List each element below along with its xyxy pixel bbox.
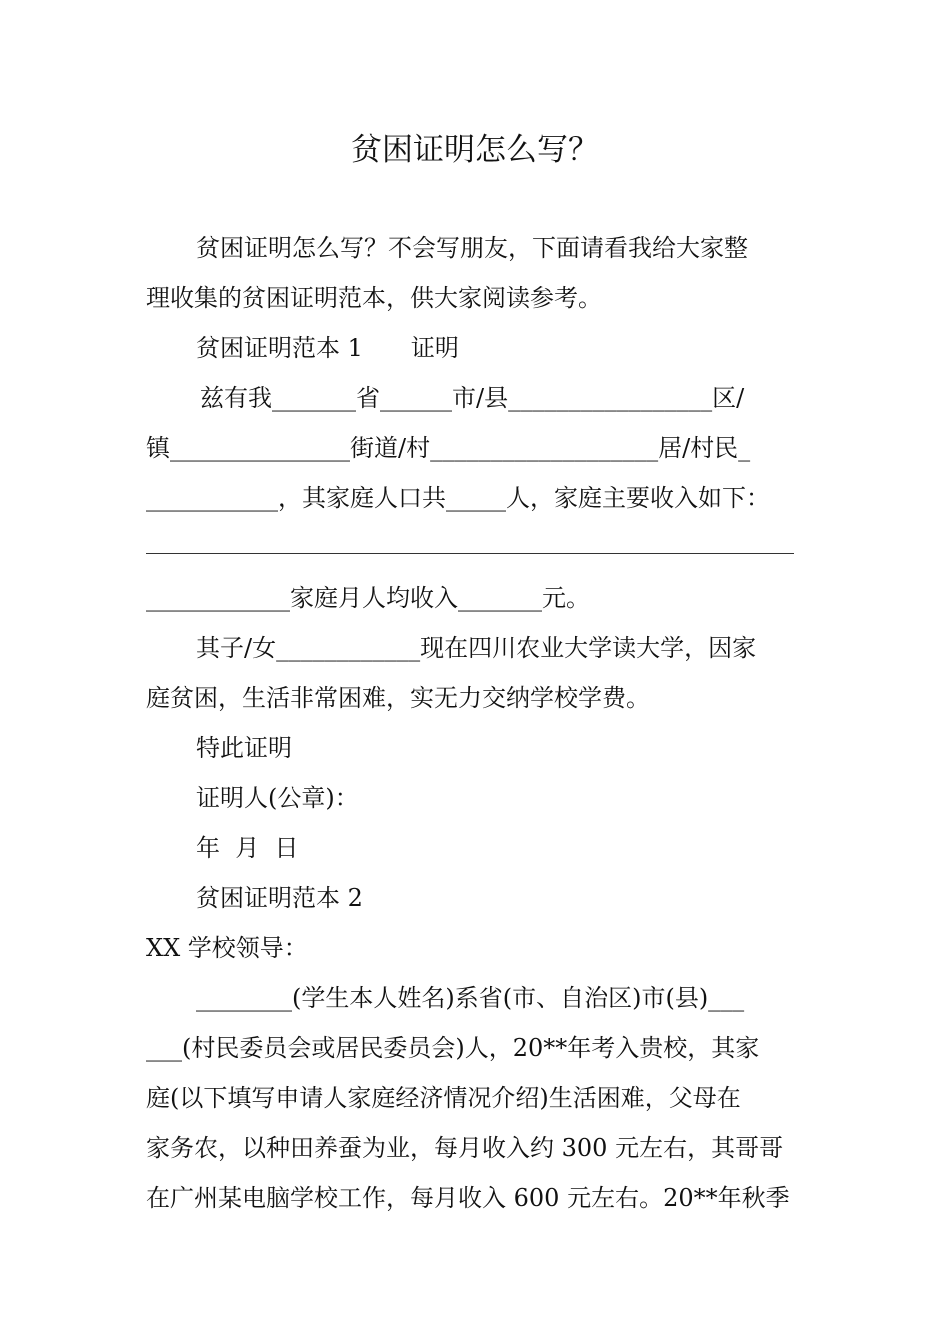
sample1-certifier: 证明人(公章)： [196, 784, 359, 812]
sample2-body-line-3: 庭(以下填写申请人家庭经济情况介绍)生活困难，父母在 [146, 1084, 741, 1112]
intro-line-2: 理收集的贫困证明范本，供大家阅读参考。 [146, 284, 602, 312]
intro-line-1: 贫困证明怎么写？不会写朋友，下面请看我给大家整 [196, 234, 748, 262]
sample2-body-line-2: ___(村民委员会或居民委员会)人，20**年考入贵校，其家 [146, 1034, 760, 1062]
sample2-body-line-1: ________(学生本人姓名)系省(市、自治区)市(县)___ [196, 984, 745, 1012]
sample1-heading-row [196, 332, 459, 364]
sample1-date: 年 月 日 [196, 834, 299, 862]
sample1-line-5: ____________家庭月人均收入_______元。 [146, 584, 590, 612]
blank-rule [146, 553, 794, 554]
sample2-heading: 贫困证明范本 2 [196, 884, 363, 912]
sample2-body-line-4: 家务农，以种田养蚕为业，每月收入约 300 元左右，其哥哥 [146, 1134, 784, 1162]
sample1-closing: 特此证明 [196, 734, 292, 762]
sample1-line-3: ___________，其家庭人口共_____人，家庭主要收入如下： [146, 484, 770, 512]
sample1-line-1: 兹有我_______省______市/县_________________区/ [200, 384, 745, 412]
sample1-child-line-2: 庭贫困，生活非常困难，实无力交纳学校学费。 [146, 684, 650, 712]
sample1-child-line-1: 其子/女____________现在四川农业大学读大学，因家 [196, 634, 757, 662]
sample1-line-2: 镇_______________街道/村___________________居/村民_ [146, 434, 751, 462]
sample2-salutation: XX 学校领导： [146, 934, 308, 962]
sample2-body-line-5: 在广州某电脑学校工作，每月收入 600 元左右。20**年秋季 [146, 1184, 790, 1212]
page-title: 贫困证明怎么写？ [351, 132, 599, 168]
sample1-heading: 贫困证明范本 1 [196, 334, 363, 362]
sample1-heading-suffix: 证明 [410, 334, 459, 362]
